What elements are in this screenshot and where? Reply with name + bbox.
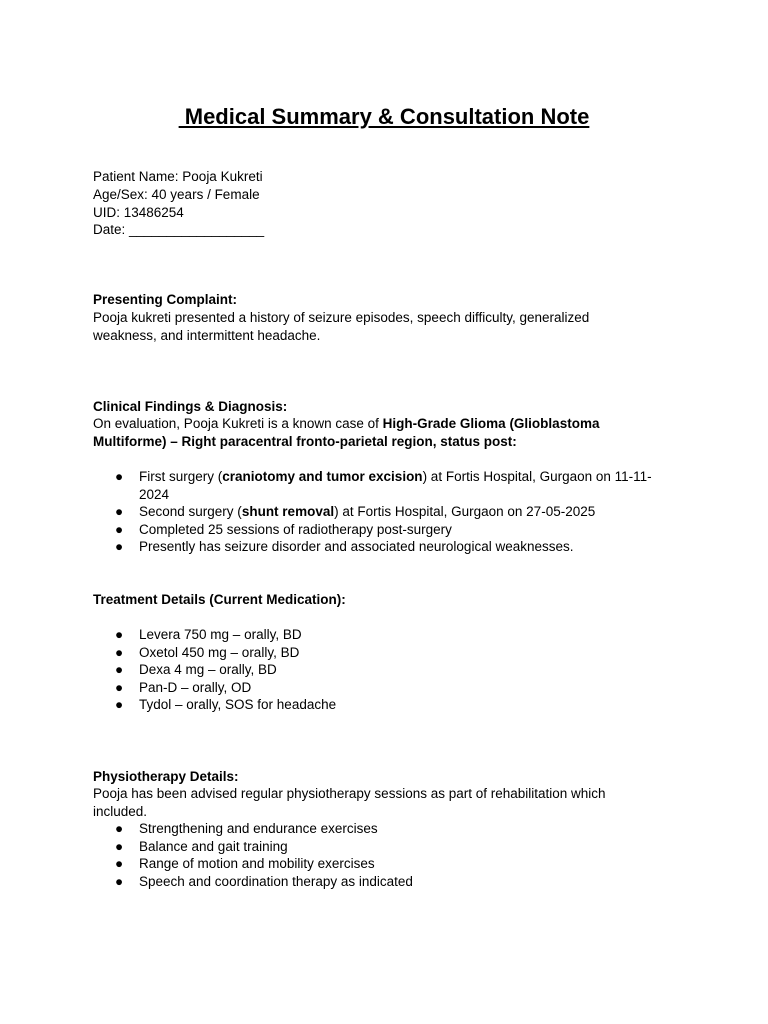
bullet: ● bbox=[115, 627, 124, 642]
clinical-findings-text bbox=[93, 415, 638, 450]
bullet: ● bbox=[115, 644, 124, 660]
page-title: Medical Summary & Consultation Note bbox=[178, 104, 590, 129]
item-text: Speech and coordination therapy as indicated bbox=[139, 873, 413, 889]
item-text: Tydol – orally, SOS for headache bbox=[139, 697, 337, 712]
list-item bbox=[93, 838, 673, 856]
item-text: Presently has seizure disorder and associated neurological weaknesses. bbox=[139, 539, 574, 554]
list-item bbox=[93, 468, 668, 503]
list-item bbox=[93, 644, 673, 662]
patient-age-sex: Age/Sex: 40 years / Female bbox=[93, 187, 260, 202]
bullet: ● bbox=[115, 873, 124, 889]
item-text: ) at Fortis Hospital, Gurgaon on 27-05-2025 bbox=[334, 504, 596, 519]
item-text: Range of motion and mobility exercises bbox=[139, 856, 375, 871]
surgical-history-list bbox=[93, 468, 668, 556]
physiotherapy-list bbox=[93, 820, 673, 890]
item-text: ) at Fortis Hospital, Gurgaon on 11-11-2024 bbox=[139, 469, 652, 502]
medication-list bbox=[93, 626, 673, 714]
item-bold-text: shunt removal bbox=[241, 504, 335, 519]
presenting-complaint-heading: Presenting Complaint: bbox=[93, 292, 238, 307]
bullet: ● bbox=[115, 521, 124, 537]
consultation-date: Date: __________________ bbox=[93, 222, 265, 237]
bullet: ● bbox=[115, 856, 124, 871]
patient-name: Patient Name: Pooja Kukreti bbox=[93, 169, 263, 184]
physiotherapy-heading: Physiotherapy Details: bbox=[93, 769, 239, 784]
list-item bbox=[93, 538, 668, 556]
list-item bbox=[93, 503, 668, 521]
diagnosis-text: High-Grade Glioma (Glioblastoma Multiforme) – Right paracentral fronto-parietal region, status post: bbox=[93, 416, 600, 449]
item-text: Balance and gait training bbox=[139, 838, 288, 854]
item-text: First surgery ( bbox=[139, 469, 223, 484]
bullet: ● bbox=[115, 697, 124, 712]
list-item bbox=[93, 820, 673, 838]
item-text: Strengthening and endurance exercises bbox=[139, 821, 378, 836]
clinical-intro: On evaluation, Pooja Kukreti is a known case of bbox=[93, 416, 383, 431]
list-item bbox=[93, 661, 673, 679]
item-text: Completed 25 sessions of radiotherapy post-surgery bbox=[139, 521, 452, 537]
item-text: Oxetol 450 mg – orally, BD bbox=[139, 644, 300, 660]
bullet: ● bbox=[115, 679, 124, 695]
bullet: ● bbox=[115, 838, 124, 854]
bullet: ● bbox=[115, 821, 124, 836]
bullet: ● bbox=[115, 539, 124, 554]
list-item bbox=[93, 626, 673, 644]
item-bold-text: craniotomy and tumor excision bbox=[222, 469, 423, 484]
bullet: ● bbox=[115, 662, 124, 677]
list-item bbox=[93, 855, 673, 873]
clinical-findings-heading: Clinical Findings & Diagnosis: bbox=[93, 399, 288, 414]
list-item bbox=[93, 679, 673, 697]
item-text: Pan-D – orally, OD bbox=[139, 679, 252, 695]
presenting-complaint-text: Pooja kukreti presented a history of seizure episodes, speech difficulty, generalized weakness, and intermittent headache. bbox=[93, 310, 590, 343]
item-text: Second surgery ( bbox=[139, 504, 242, 519]
treatment-heading: Treatment Details (Current Medication): bbox=[93, 592, 346, 607]
list-item bbox=[93, 696, 673, 714]
patient-uid: UID: 13486254 bbox=[93, 205, 184, 220]
list-item bbox=[93, 521, 668, 539]
list-item bbox=[93, 873, 673, 891]
physiotherapy-text: Pooja has been advised regular physiotherapy sessions as part of rehabilitation which included. bbox=[93, 786, 606, 819]
bullet: ● bbox=[115, 504, 124, 519]
bullet: ● bbox=[115, 469, 124, 484]
item-text: Levera 750 mg – orally, BD bbox=[139, 627, 302, 642]
item-text: Dexa 4 mg – orally, BD bbox=[139, 662, 277, 677]
